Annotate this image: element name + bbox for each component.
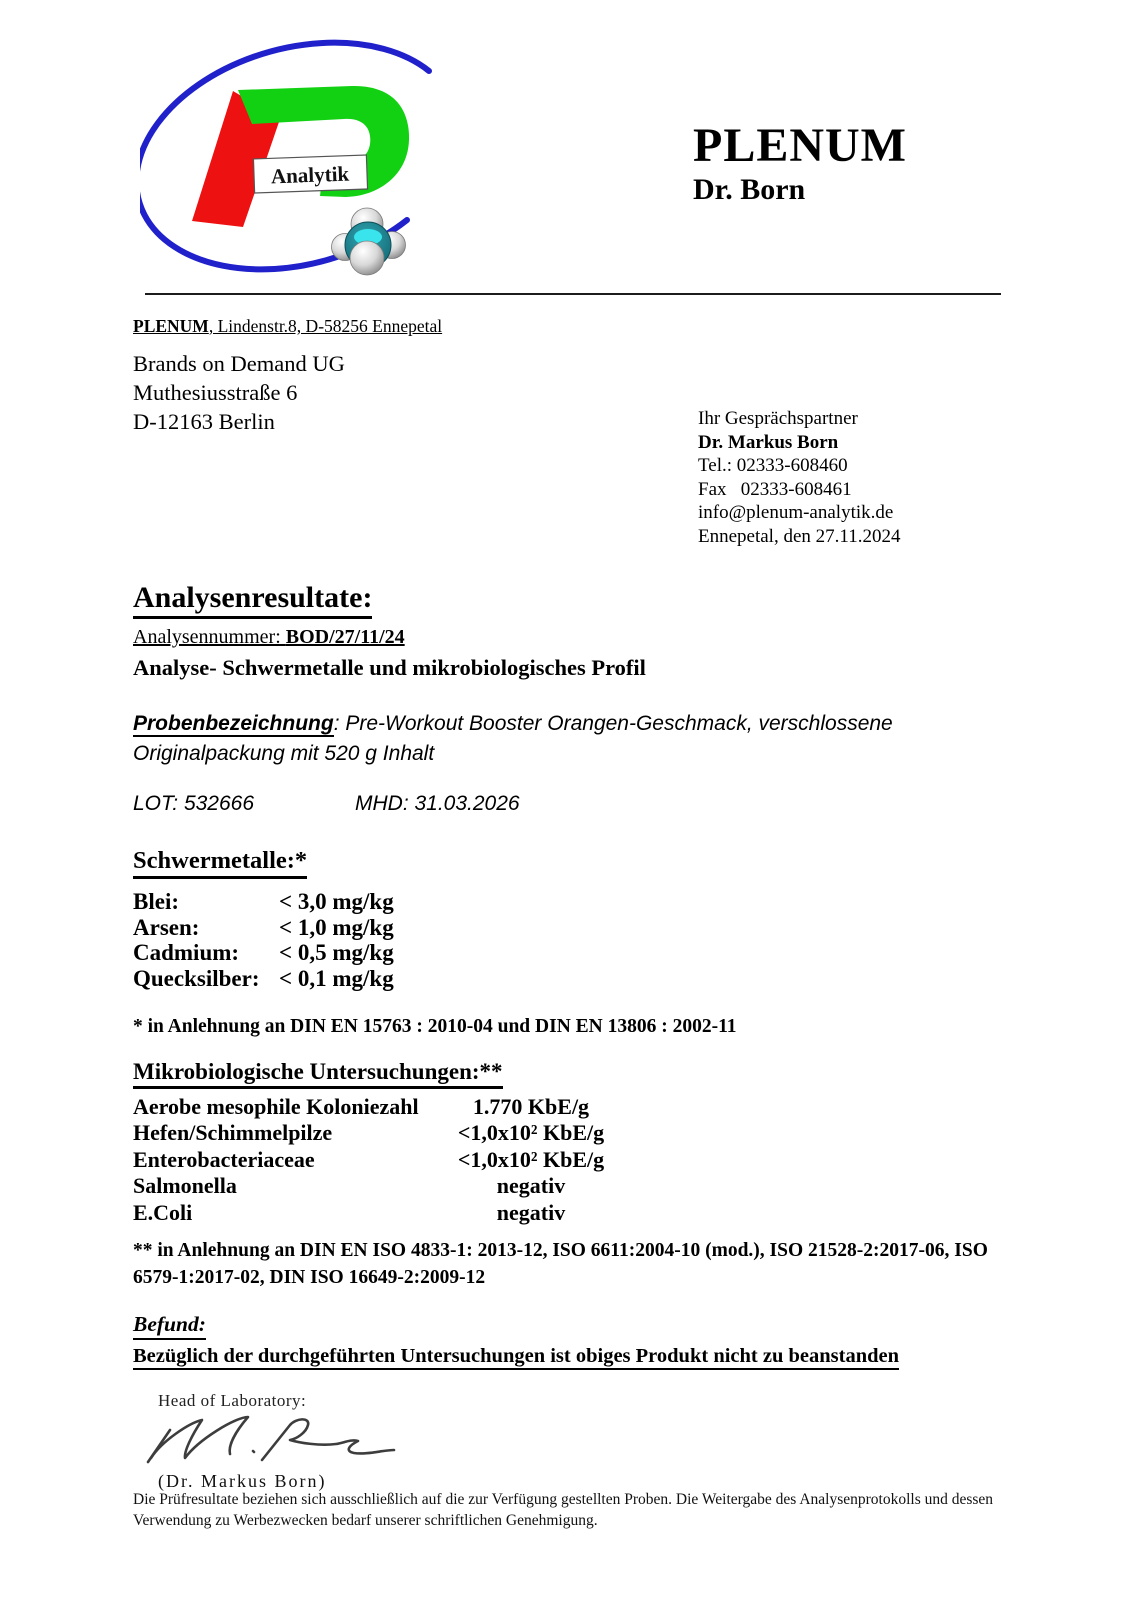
table-row <box>133 1094 617 1120</box>
sender-address: , Lindenstr.8, D-58256 Ennepetal <box>208 316 443 336</box>
parameter-name: Salmonella <box>133 1173 237 1199</box>
contact-fax: Fax 02333-608461 <box>698 478 852 500</box>
heavy-metals-heading: Schwermetalle:* <box>133 847 307 879</box>
signature-block <box>158 1391 404 1492</box>
heavy-metals-table <box>133 889 394 992</box>
sample-description <box>133 709 988 769</box>
microbiology-footnote: ** in Anlehnung an DIN EN ISO 4833-1: 2013-12, ISO 6611:2004-10 (mod.), ISO 21528-2:2017-06, ISO 6579-1:2017-02, DIN ISO 16649-2:2009-12 <box>133 1240 988 1288</box>
metal-value: < 3,0 mg/kg <box>279 889 394 914</box>
analysis-number-value: BOD/27/11/24 <box>285 626 405 648</box>
befund-section <box>133 1312 899 1368</box>
table-row <box>133 1200 617 1226</box>
mhd-date: MHD: 31.03.2026 <box>355 792 520 815</box>
metal-name: Blei: <box>133 889 179 914</box>
table-row <box>133 889 394 915</box>
contact-dateline: Ennepetal, den 27.11.2024 <box>698 525 901 547</box>
parameter-value: <1,0x10² KbE/g <box>457 1120 605 1146</box>
recipient-city: D-12163 Berlin <box>133 409 275 434</box>
recipient-street: Muthesiusstraße 6 <box>133 380 298 405</box>
results-title: Analysenresultate: <box>133 581 372 619</box>
microbiology-table <box>133 1094 617 1226</box>
befund-label: Befund: <box>133 1312 206 1340</box>
parameter-value: <1,0x10² KbE/g <box>457 1146 605 1172</box>
microbiology-section <box>133 1059 617 1226</box>
metal-value: < 0,5 mg/kg <box>279 940 394 966</box>
recipient-company: Brands on Demand UG <box>133 351 345 376</box>
lot-mhd-line <box>133 792 520 816</box>
sample-text: : Pre-Workout Booster Orangen-Geschmack, verschlossene Originalpackung mit 520 g Inhalt <box>133 712 893 765</box>
molecule-icon <box>332 208 406 275</box>
table-row <box>133 1120 617 1146</box>
results-header <box>133 581 405 649</box>
metal-value: < 1,0 mg/kg <box>279 914 394 940</box>
analysis-number-line <box>133 626 405 649</box>
plenum-analytik-logo <box>140 36 450 288</box>
metal-name: Arsen: <box>133 914 200 940</box>
parameter-name: E.Coli <box>133 1199 193 1225</box>
analysis-title: Analyse- Schwermetalle und mikrobiologisches Profil <box>133 655 646 680</box>
contact-name: Dr. Markus Born <box>698 431 839 453</box>
sender-name: PLENUM <box>133 316 209 336</box>
befund-statement: Bezüglich der durchgeführten Untersuchungen ist obiges Produkt nicht zu beanstanden <box>133 1345 899 1368</box>
analysis-number-label: Analysennummer: <box>133 626 286 648</box>
parameter-value: negativ <box>496 1173 566 1199</box>
table-row <box>133 915 394 941</box>
heavy-metals-section <box>133 847 394 992</box>
parameter-name: Enterobacteriaceae <box>133 1146 315 1172</box>
recipient-address <box>133 349 345 436</box>
brand-name: PLENUM <box>693 119 907 172</box>
header-divider <box>145 293 1001 295</box>
letterhead-brand <box>693 119 907 206</box>
sample-label: Probenbezeichnung <box>133 712 334 735</box>
signature-name: (Dr. Markus Born) <box>158 1471 327 1491</box>
brand-subtitle: Dr. Born <box>693 173 806 206</box>
contact-phone: Tel.: 02333-608460 <box>698 455 848 476</box>
table-row <box>133 940 394 966</box>
parameter-name: Aerobe mesophile Koloniezahl <box>133 1094 419 1119</box>
microbiology-heading: Mikrobiologische Untersuchungen:** <box>133 1059 503 1089</box>
analytik-badge <box>253 155 367 193</box>
metal-name: Cadmium: <box>133 940 240 966</box>
table-row <box>133 966 394 992</box>
table-row <box>133 1147 617 1173</box>
heavy-metals-footnote: * in Anlehnung an DIN EN 15763 : 2010-04 und DIN EN 13806 : 2002-11 <box>133 1016 737 1037</box>
signature-scribble <box>144 1413 404 1475</box>
parameter-value: 1.770 KbE/g <box>472 1094 590 1119</box>
parameter-name: Hefen/Schimmelpilze <box>133 1120 333 1146</box>
analytik-badge-label: Analytik <box>270 161 350 189</box>
metal-name: Quecksilber: <box>133 966 260 992</box>
signature-title: Head of Laboratory: <box>158 1391 307 1410</box>
footer-disclaimer: Die Prüfresultate beziehen sich ausschließlich auf die zur Verfügung gestellten Proben. Die Weitergabe des Analysenprotokolls und dessen Verwendung zu Werbezwecken bedarf unserer schriftlichen Genehmigung. <box>133 1491 994 1529</box>
parameter-value: negativ <box>496 1199 566 1225</box>
sender-line <box>133 316 442 337</box>
contact-email: info@plenum-analytik.de <box>698 502 894 523</box>
lot-number: LOT: 532666 <box>133 792 255 815</box>
contact-block <box>698 407 900 548</box>
contact-intro: Ihr Gesprächspartner <box>698 408 858 429</box>
table-row <box>133 1173 617 1199</box>
metal-value: < 0,1 mg/kg <box>279 966 394 992</box>
